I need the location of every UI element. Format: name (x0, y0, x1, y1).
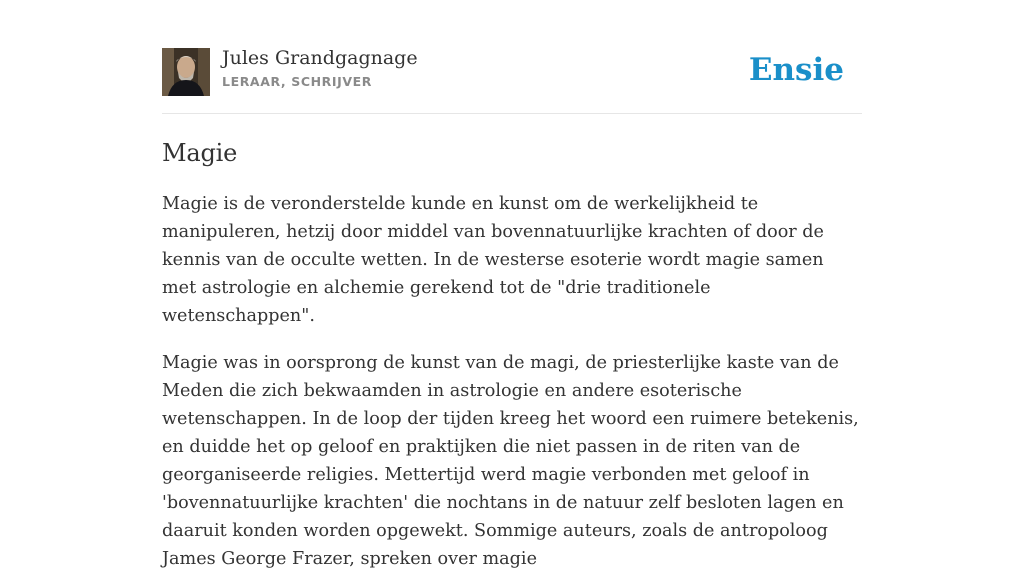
article-title: Magie (162, 139, 238, 167)
author-portrait-icon (162, 48, 210, 96)
author-role: LERAAR, SCHRIJVER (222, 74, 373, 89)
author-avatar[interactable] (162, 48, 210, 96)
article-paragraph: Magie is de veronderstelde kunde en kunst om de werkelijkheid te manipuleren, hetzij door middel van bovennatuurlijke krachten of door de kennis van de occulte wetten. In de westerse esoterie wordt magie samen met astrologie en alchemie gerekend tot de "drie traditionele wetenschappen". (162, 194, 824, 326)
author-name[interactable]: Jules Grandgagnage (222, 47, 418, 69)
article-header (162, 46, 862, 114)
ensie-logo[interactable]: Ensie (748, 52, 844, 88)
article-paragraph: Magie was in oorsprong de kunst van de magi, de priesterlijke kaste van de Meden die zich bekwaamden in astrologie en andere esoterische wetenschappen. In de loop der tijden kreeg het woord een ruimere betekenis, en duidde het op geloof en praktijken die niet passen in de riten van de georganiseerde religies. Mettertijd werd magie verbonden met geloof in 'bovennatuurlijke krachten' die nochtans in de natuur zelf besloten lagen en daaruit konden worden opgewekt. Sommige auteurs, zoals de antropoloog James George Frazer, spreken over magie (162, 353, 859, 569)
article-body (162, 190, 862, 573)
article-card (162, 46, 862, 573)
